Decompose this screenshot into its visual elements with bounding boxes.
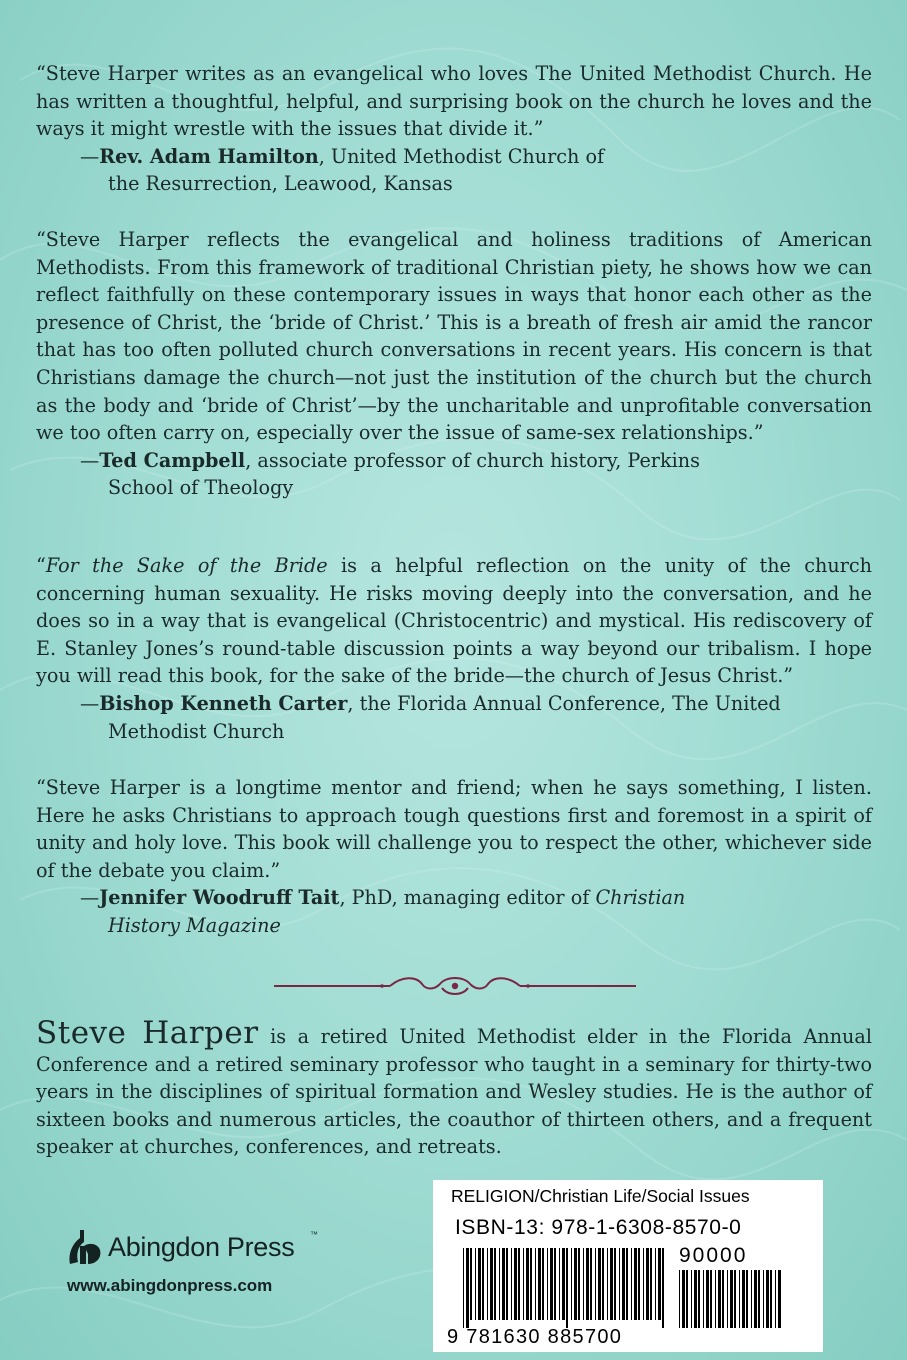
endorsement-attribution: —Rev. Adam Hamilton, United Methodist Church of the Resurrection, Leawood, Kansas bbox=[80, 144, 605, 196]
publisher-name: Abingdon Press bbox=[108, 1232, 295, 1262]
barcode-number: 9 781630 885700 bbox=[447, 1326, 623, 1348]
ornament-divider bbox=[270, 972, 640, 998]
trademark-mark: ™ bbox=[310, 1230, 318, 1239]
book-title: For the Sake of the Bride bbox=[45, 554, 328, 577]
bisac-category: RELIGION/Christian Life/Social Issues bbox=[451, 1186, 750, 1206]
endorsement-attribution: —Ted Campbell, associate professor of church history, Perkins School of Theology bbox=[80, 448, 700, 500]
endorser-name: Rev. Adam Hamilton bbox=[99, 144, 319, 168]
publisher-logo bbox=[66, 1226, 326, 1270]
barcode-box bbox=[433, 1180, 823, 1352]
endorsement-attribution: —Jennifer Woodruff Tait, PhD, managing editor of Christian History Magazine bbox=[80, 886, 686, 937]
price-code: 90000 bbox=[679, 1244, 748, 1267]
isbn-label: ISBN-13: 978-1-6308-8570-0 bbox=[455, 1216, 742, 1239]
isbn-barcode bbox=[463, 1248, 669, 1328]
endorsement-attribution: —Bishop Kenneth Carter, the Florida Annual Conference, The United Methodist Church bbox=[80, 691, 781, 743]
publisher-url: www.abingdonpress.com bbox=[67, 1276, 273, 1295]
abingdon-logo-icon bbox=[66, 1228, 104, 1268]
endorser-name: Bishop Kenneth Carter bbox=[99, 691, 348, 715]
author-name: Steve Harper bbox=[36, 1015, 259, 1051]
price-barcode bbox=[679, 1270, 783, 1328]
endorser-name: Ted Campbell bbox=[99, 448, 246, 472]
endorsement-text: “For the Sake of the Bride is a helpful reflection on the unity of the church concerning human sexuality. He risks moving deeply into the conversation, and he does so in a way that is evangelical (Christocentric) and mystical. His rediscovery of E. Stanley Jones’s round-table discussion points a way beyond our tribalism. I hope you will read this book, for the sake of the bride—the church of Jesus Christ.” bbox=[36, 554, 872, 688]
endorser-name: Jennifer Woodruff Tait bbox=[99, 886, 340, 910]
endorsement-2 bbox=[36, 226, 872, 502]
endorsement-1 bbox=[36, 60, 872, 198]
endorsement-text: “Steve Harper writes as an evangelical who loves The United Methodist Church. He has written a thoughtful, helpful, and surprising book on the church he loves and the ways it might wrestle with the issues that divide it.” bbox=[36, 62, 872, 141]
endorsement-text: “Steve Harper is a longtime mentor and friend; when he says something, I listen. Here he asks Christians to approach tough questions first and foremost in a spirit of unity and holy love. This book will challenge you to respect the other, whichever side of the debate you claim.” bbox=[36, 776, 872, 882]
author-bio-text: is a retired United Methodist elder in the Florida Annual Conference and a retired seminary professor who taught in a seminary for thirty-two years in the disciplines of spiritual formation and Wesley studies. He is the author of sixteen books and numerous articles, the coauthor of thirteen others, and a frequent speaker at churches, conferences, and retreats. bbox=[36, 1025, 872, 1159]
endorsement-3 bbox=[36, 552, 872, 745]
endorsement-text: “Steve Harper reflects the evangelical and holiness traditions of American Methodists. From this framework of traditional Christian piety, he shows how we can reflect faithfully on these contemporary issues in ways that honor each other as the presence of Christ, the ‘bride of Christ.’ This is a breath of fresh air amid the rancor that has too often polluted church conversations in recent years. His concern is that Christians damage the church—not just the institution of the church but the church as the body and ‘bride of Christ’—by the uncharitable and unprofitable conversation we too often carry on, especially over the issue of same-sex relationships.” bbox=[36, 228, 872, 445]
author-bio bbox=[36, 1015, 872, 1161]
endorsement-4 bbox=[36, 774, 872, 940]
